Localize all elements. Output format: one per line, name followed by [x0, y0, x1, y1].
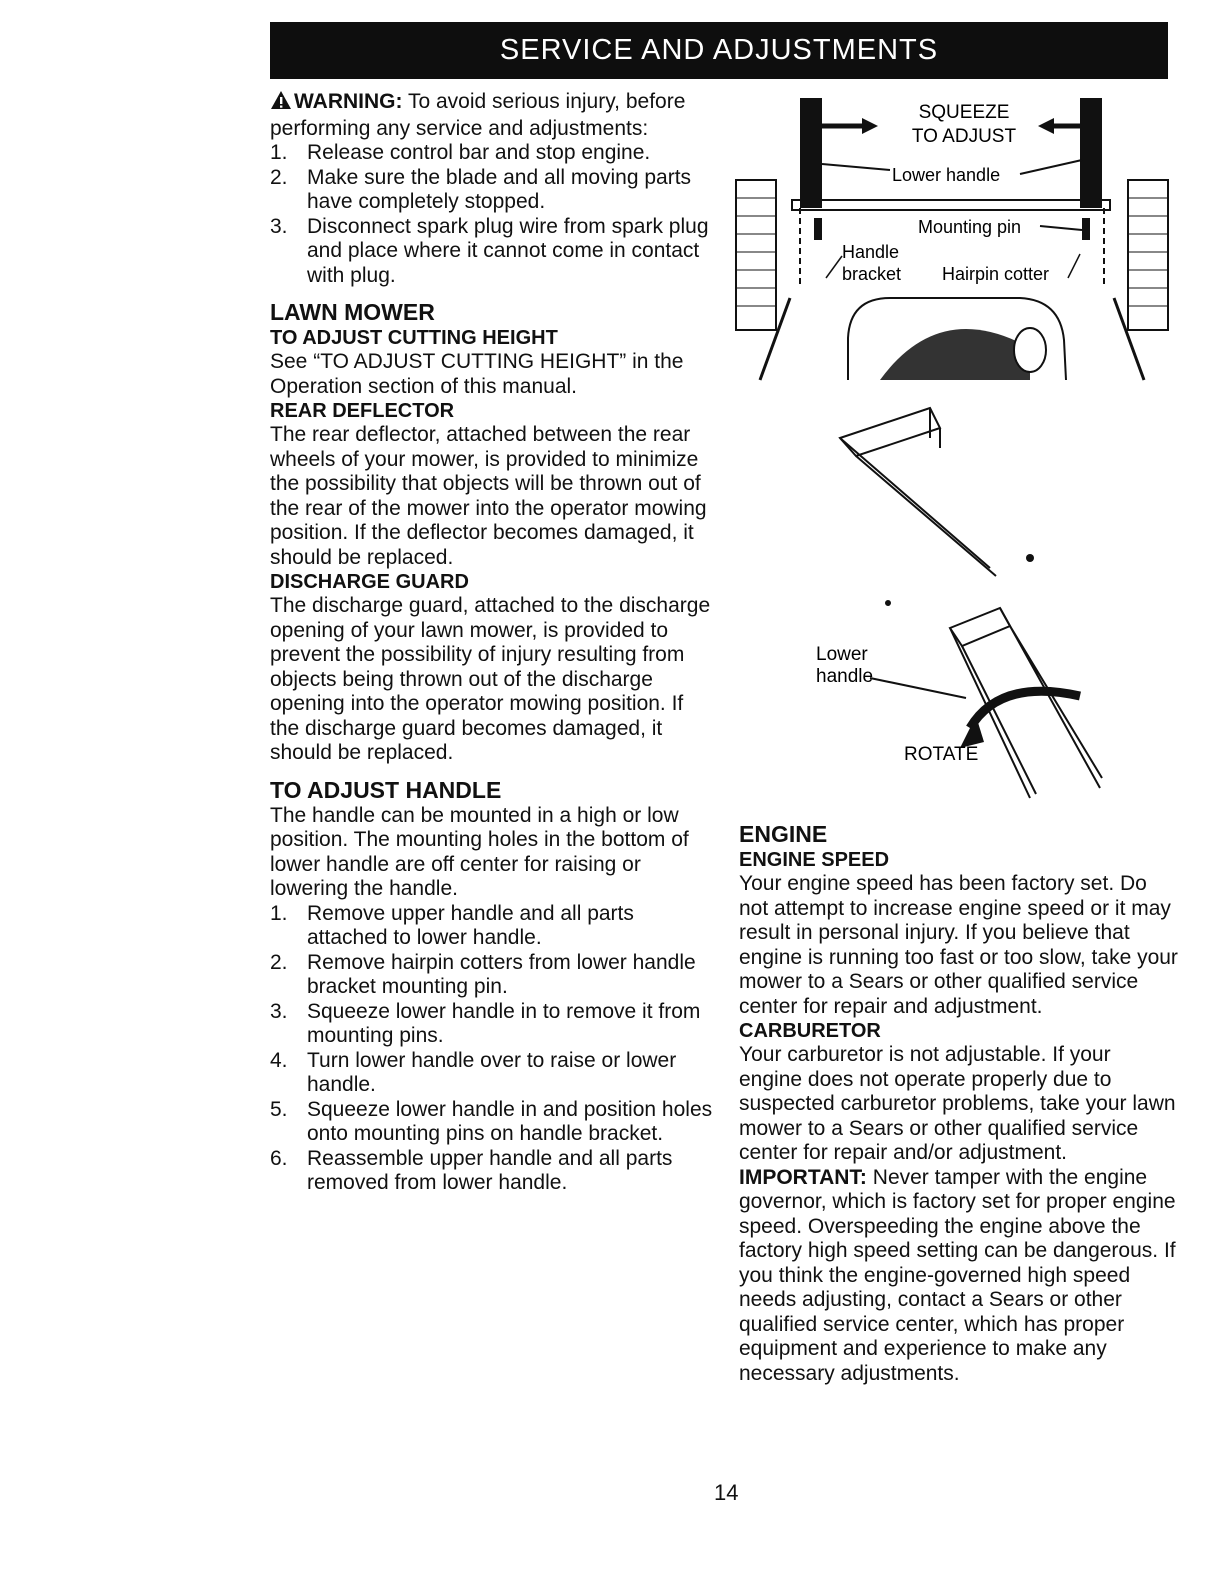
rotate-label: ROTATE — [904, 744, 979, 765]
section-banner: SERVICE AND ADJUSTMENTS — [270, 22, 1168, 79]
left-column — [270, 90, 718, 1196]
engine-heading: ENGINE — [739, 821, 828, 847]
list-item: 1. Remove upper handle and all parts attached to lower handle. — [270, 901, 634, 949]
list-item: 3. Squeeze lower handle in to remove it from mounting pins. — [270, 999, 701, 1047]
adjust-handle-intro: The handle can be mounted in a high or low position. The mounting holes in the bottom of lower handle are off center for raising or lowering the handle. — [270, 803, 689, 900]
handle-bracket-diagram — [730, 88, 1170, 388]
important-label: IMPORTANT: — [739, 1165, 867, 1189]
important-text: Never tamper with the engine governor, which is factory set for proper engine speed. Overspeeding the engine above the factory high speed setting can be dangerous. If you think the engine-governed high speed needs adjusting, contact a Sears or other qualified service center, which has proper equipment and experience to make any necessary adjustments. — [739, 1165, 1176, 1385]
cutting-height-text: See “TO ADJUST CUTTING HEIGHT” in the Operation section of this manual. — [270, 350, 684, 398]
squeeze-label: SQUEEZE — [918, 102, 1010, 123]
list-item: 6. Reassemble upper handle and all parts removed from lower handle. — [270, 1146, 673, 1194]
bracket-label: bracket — [842, 264, 902, 284]
warning-label: WARNING: — [294, 90, 403, 113]
warning-text: To avoid serious injury, before performing any service and adjustments: — [270, 90, 686, 140]
lower-label: Lower — [816, 644, 868, 665]
page-number: 14 — [714, 1480, 739, 1505]
list-item: 3. Disconnect spark plug wire from spark plug and place where it cannot come in contact with plug. — [270, 214, 709, 287]
list-item: 4. Turn lower handle over to raise or lower handle. — [270, 1048, 677, 1096]
handle-label: handle — [816, 666, 874, 687]
discharge-guard-text: The discharge guard, attached to the discharge opening of your lawn mower, is provided to prevent the possibility of injury resulting from objects being thrown out of the discharge opening into the operator mowing position. If the discharge guard becomes damaged, it should be replaced. — [270, 594, 711, 764]
warning-triangle-icon — [270, 90, 294, 117]
carburetor-heading: CARBURETOR — [739, 1020, 881, 1042]
warning-steps — [270, 141, 718, 288]
adjust-handle-steps — [270, 902, 718, 1196]
list-item: 2. Remove hairpin cotters from lower handle bracket mounting pin. — [270, 950, 696, 998]
list-item: 1. Release control bar and stop engine. — [270, 141, 651, 164]
list-item: 2. Make sure the blade and all moving parts have completely stopped. — [270, 165, 692, 213]
mounting-pin-label: Mounting pin — [918, 217, 1022, 237]
discharge-guard-heading: DISCHARGE GUARD — [270, 571, 469, 593]
lawn-mower-heading: LAWN MOWER — [270, 299, 435, 325]
handle-rotate-diagram — [800, 398, 1120, 818]
list-item: 5. Squeeze lower handle in and position holes onto mounting pins on handle bracket. — [270, 1097, 713, 1145]
handle-label: Handle — [842, 242, 900, 262]
important-paragraph — [739, 1166, 1179, 1387]
right-column — [739, 814, 1179, 1386]
lower-handle-label: Lower handle — [892, 165, 1001, 185]
rear-deflector-heading: REAR DEFLECTOR — [270, 400, 455, 422]
rear-deflector-text: The rear deflector, attached between the rear wheels of your mower, is provided to minimize the possibility that objects will be thrown out of the rear of the mower into the operator mowing position. If the deflector becomes damaged, it should be replaced. — [270, 423, 707, 569]
warning-paragraph — [270, 90, 718, 141]
to-adjust-label: TO ADJUST — [911, 126, 1017, 147]
engine-speed-text: Your engine speed has been factory set. Do not attempt to increase engine speed or it may result in personal injury. If you believe that engine is running too fast or too slow, take your mower to a Sears or other qualified service center for repair and adjustment. — [739, 872, 1178, 1018]
cutting-height-heading: TO ADJUST CUTTING HEIGHT — [270, 327, 558, 349]
engine-speed-heading: ENGINE SPEED — [739, 849, 890, 871]
carburetor-text: Your carburetor is not adjustable. If your engine does not operate properly due to suspected carburetor problems, take your lawn mower to a Sears or other qualified service center for repair and/or adjustment. — [739, 1043, 1176, 1164]
hairpin-cotter-label: Hairpin cotter — [942, 264, 1050, 284]
adjust-handle-heading: TO ADJUST HANDLE — [270, 776, 502, 803]
